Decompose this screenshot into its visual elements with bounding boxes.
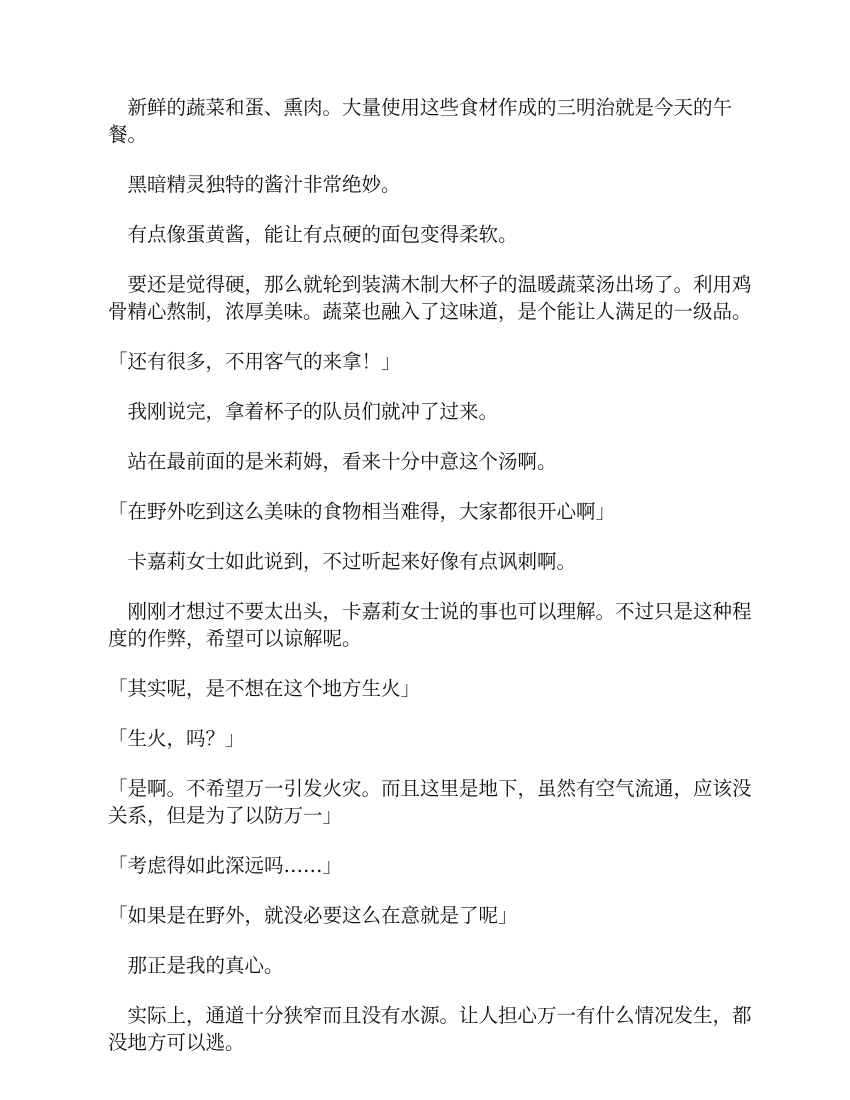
- paragraph: 新鲜的蔬菜和蛋、熏肉。大量使用这些食材作成的三明治就是今天的午餐。: [108, 96, 733, 146]
- document-page: [108, 94, 753, 1079]
- paragraph: 站在最前面的是米莉姆，看来十分中意这个汤啊。: [108, 450, 557, 473]
- dialogue-line: 「还有很多，不用客气的来拿！」: [108, 350, 401, 373]
- dialogue-line: 「其实呢，是不想在这个地方生火」: [108, 677, 421, 700]
- paragraph: 有点像蛋黄酱，能让有点硬的面包变得柔软。: [108, 223, 518, 246]
- paragraph: 要还是觉得硬，那么就轮到装满木制大杯子的温暖蔬菜汤出场了。利用鸡骨精心熬制，浓厚美味。蔬菜也融入了这味道，是个能让人满足的一级品。: [108, 273, 752, 323]
- paragraph: 我刚说完，拿着杯子的队员们就冲了过来。: [108, 400, 499, 423]
- dialogue-line: 「如果是在野外，就没必要这么在意就是了呢」: [108, 904, 518, 927]
- paragraph: 那正是我的真心。: [108, 954, 284, 977]
- dialogue-line: 「是啊。不希望万一引发火灾。而且这里是地下，虽然有空气流通，应该没关系，但是为了以防万一」: [108, 777, 752, 827]
- paragraph: 刚刚才想过不要太出头，卡嘉莉女士说的事也可以理解。不过只是这种程度的作弊，希望可以谅解呢。: [108, 600, 752, 650]
- dialogue-line: 「考虑得如此深远吗……」: [108, 854, 343, 877]
- dialogue-line: 「生火，吗？」: [108, 727, 245, 750]
- paragraph: 卡嘉莉女士如此说到，不过听起来好像有点讽刺啊。: [108, 550, 577, 573]
- paragraph: 实际上，通道十分狭窄而且没有水源。让人担心万一有什么情况发生，都没地方可以逃。: [108, 1004, 752, 1054]
- paragraph: 黑暗精灵独特的酱汁非常绝妙。: [108, 173, 401, 196]
- dialogue-line: 「在野外吃到这么美味的食物相当难得，大家都很开心啊」: [108, 500, 616, 523]
